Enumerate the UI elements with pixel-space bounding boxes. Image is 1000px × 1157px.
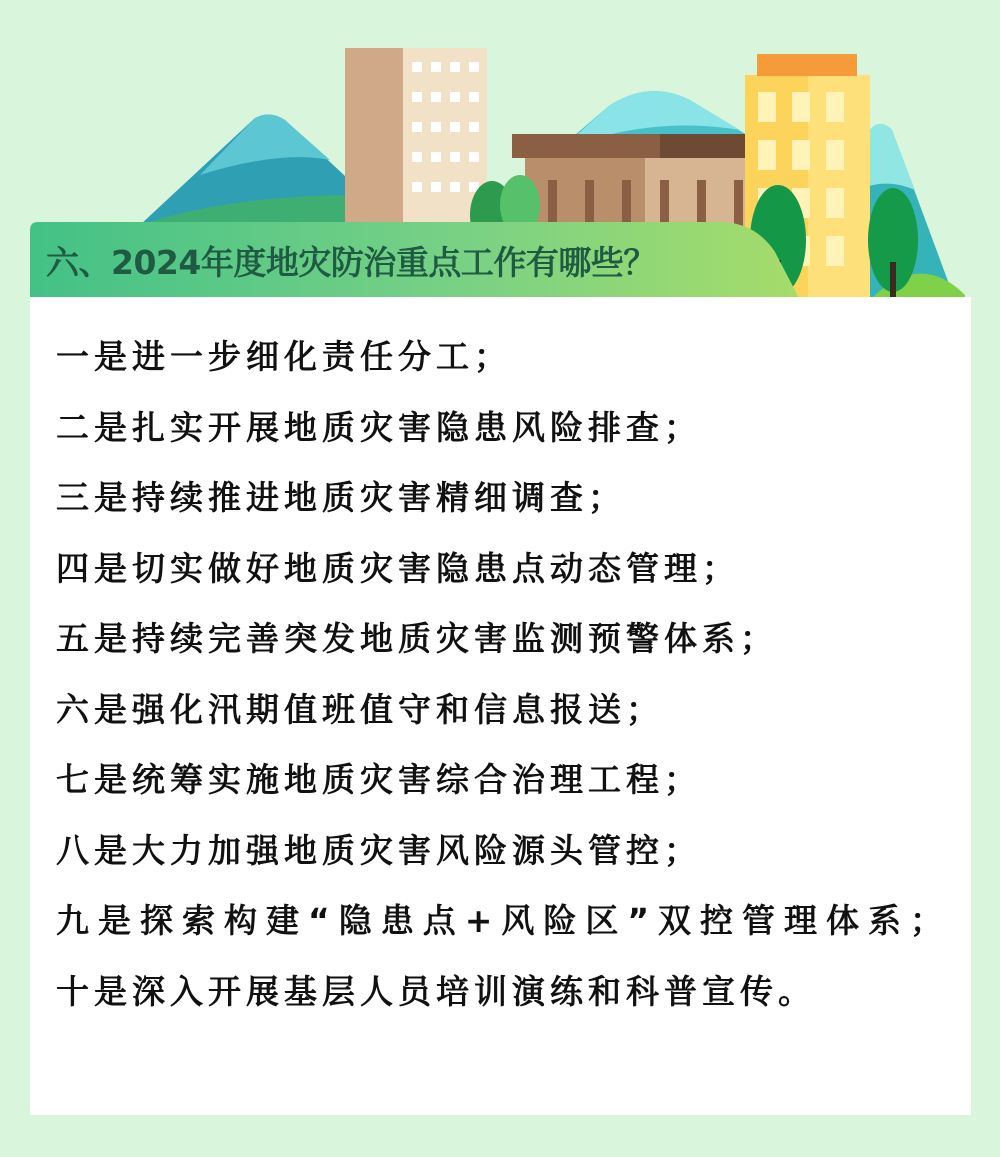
work-items-list xyxy=(56,322,956,1027)
list-item: 一是进一步细化责任分工； xyxy=(56,337,512,376)
list-item: 九是探索构建“隐患点+风险区”双控管理体系； xyxy=(56,901,953,940)
list-item: 五是持续完善突发地质灾害监测预警体系； xyxy=(56,619,778,658)
list-item: 十是深入开展基层人员培训演练和科普宣传。 xyxy=(56,971,816,1011)
section-title: 六、2024年度地灾防治重点工作有哪些？ xyxy=(46,243,656,282)
list-item: 八是大力加强地质灾害风险源头管控； xyxy=(56,830,702,870)
list-item: 四是切实做好地质灾害隐患点动态管理； xyxy=(56,548,740,588)
list-item: 二是扎实开展地质灾害隐患风险排查； xyxy=(56,407,702,447)
list-item: 三是持续推进地质灾害精细调查； xyxy=(56,478,626,517)
building-right-top xyxy=(757,54,857,76)
list-item: 七是统筹实施地质灾害综合治理工程； xyxy=(56,760,702,799)
list-item: 六是强化汛期值班值守和信息报送； xyxy=(56,689,664,729)
